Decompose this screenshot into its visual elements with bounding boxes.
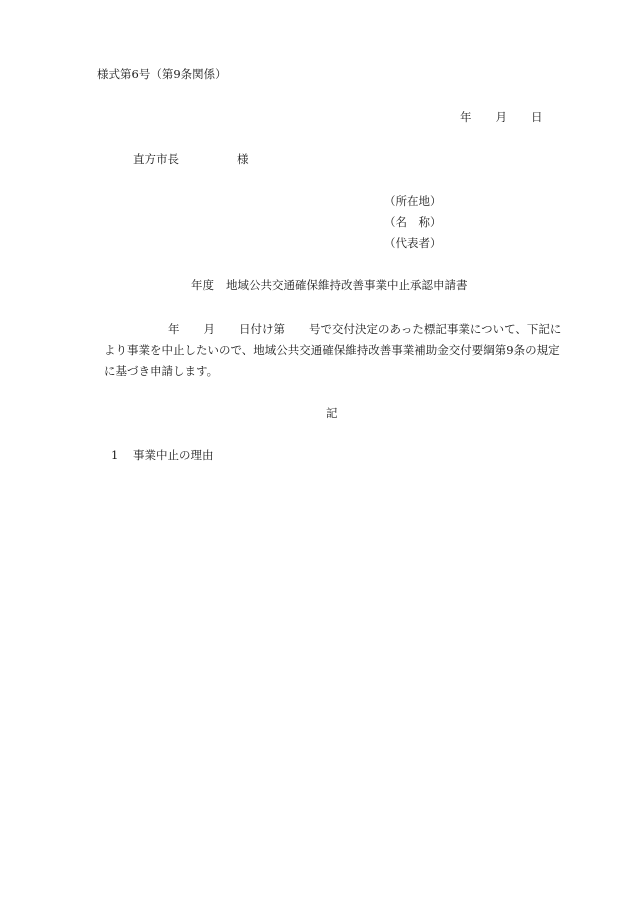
item-number: 1 xyxy=(111,448,119,462)
body-line1-rest: 号で交付決定のあった標記事業について、下記に xyxy=(309,322,562,336)
form-number: 様式第6号（第9条関係） xyxy=(97,67,227,81)
date-line xyxy=(460,109,543,125)
title-year: 年度 xyxy=(191,278,214,292)
body-year: 年 xyxy=(168,322,180,336)
title-text: 地域公共交通確保維持改善事業中止承認申請書 xyxy=(226,278,468,292)
body-line-1 xyxy=(104,321,561,337)
addressee-honorific: 様 xyxy=(237,152,249,166)
ki-heading: 記 xyxy=(326,406,338,420)
document-title xyxy=(191,277,468,293)
body-line-2: より事業を中止したいので、地域公共交通確保維持改善事業補助金交付要綱第9条の規定 xyxy=(104,343,560,357)
body-line-3: に基づき申請します。 xyxy=(104,364,219,378)
applicant-name-label: （名 称） xyxy=(384,215,442,229)
date-year: 年 xyxy=(460,110,472,124)
date-month: 月 xyxy=(495,110,507,124)
applicant-representative-label: （代表者） xyxy=(384,236,442,250)
body-day-suffix: 日付け第 xyxy=(239,322,285,336)
addressee xyxy=(133,151,249,167)
body-month: 月 xyxy=(203,322,215,336)
item-1 xyxy=(111,447,214,463)
applicant-address-label: （所在地） xyxy=(384,194,442,208)
addressee-name: 直方市長 xyxy=(133,152,179,166)
date-day: 日 xyxy=(531,110,543,124)
item-label: 事業中止の理由 xyxy=(133,448,214,462)
